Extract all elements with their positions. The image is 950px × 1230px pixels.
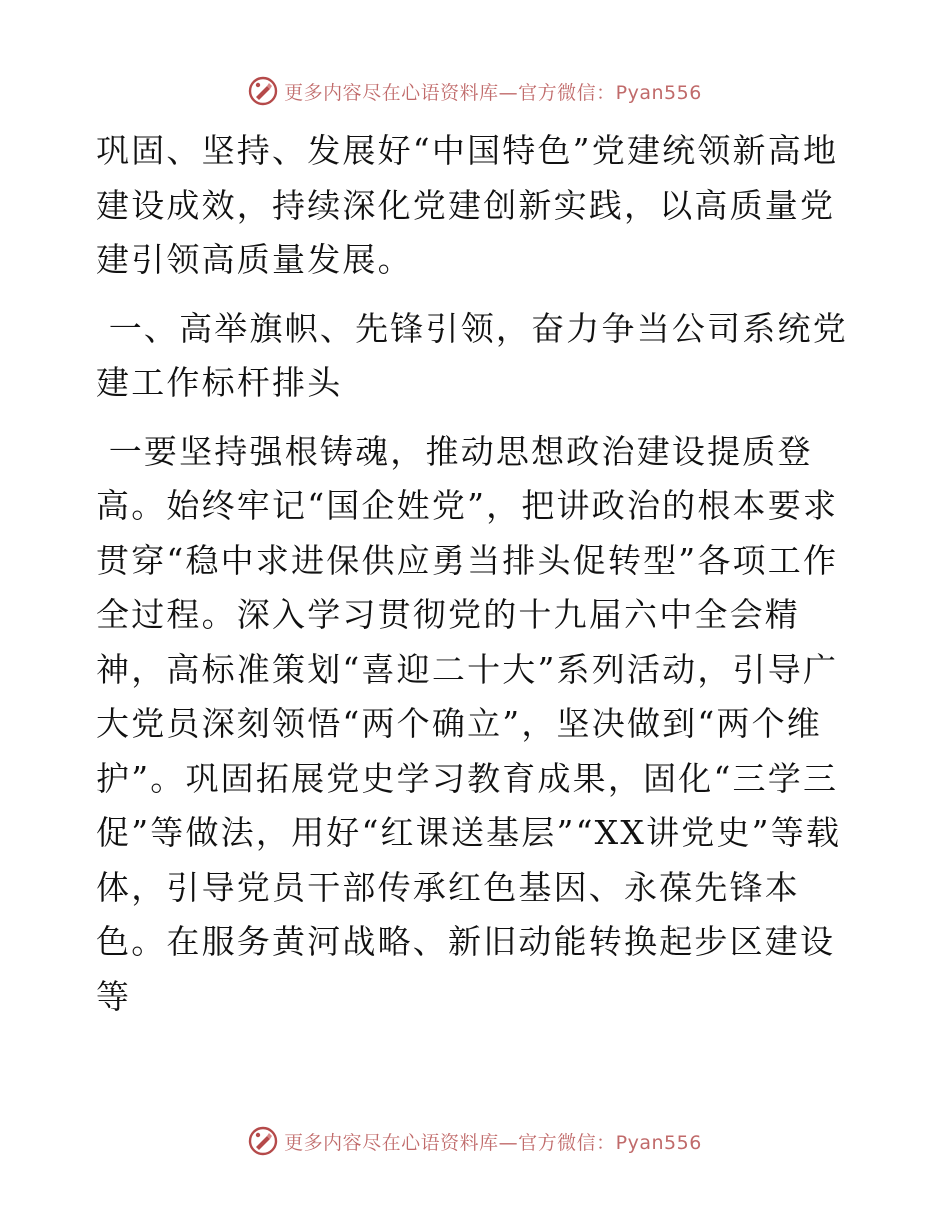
paragraph-point-one: 一要坚持强根铸魂，推动思想政治建设提质登高。始终牢记“国企姓党”，把讲政治的根本要求贯穿“稳中求进保供应勇当排头促转型”各项工作全过程。深入学习贯彻党的十九届六中全会精神，高标准策划“喜迎二十大”系列活动，引导广大党员深刻领悟“两个确立”，坚决做到“两个维护”。巩固拓展党史学习教育成果，固化“三学三促”等做法，用好“红课送基层”“XX讲党史”等载体，引导党员干部传承红色基因、永葆先锋本色。在服务黄河战略、新旧动能转换起步区建设等 (96, 431, 842, 1016)
watermark-footer (0, 1126, 950, 1156)
logo-icon (248, 1126, 278, 1156)
watermark-text: 更多内容尽在心语资料库—官方微信：Pyan556 (284, 81, 702, 104)
logo-icon (248, 76, 278, 106)
watermark-header (0, 76, 950, 106)
watermark-text: 更多内容尽在心语资料库—官方微信：Pyan556 (284, 1131, 702, 1154)
paragraph-intro: 巩固、坚持、发展好“中国特色”党建统领新高地建设成效，持续深化党建创新实践，以高质量党建引领高质量发展。 (96, 131, 839, 279)
section-heading: 一、高举旗帜、先锋引领，奋力争当公司系统党建工作标杆排头 (96, 308, 848, 402)
document-body (96, 124, 856, 1024)
